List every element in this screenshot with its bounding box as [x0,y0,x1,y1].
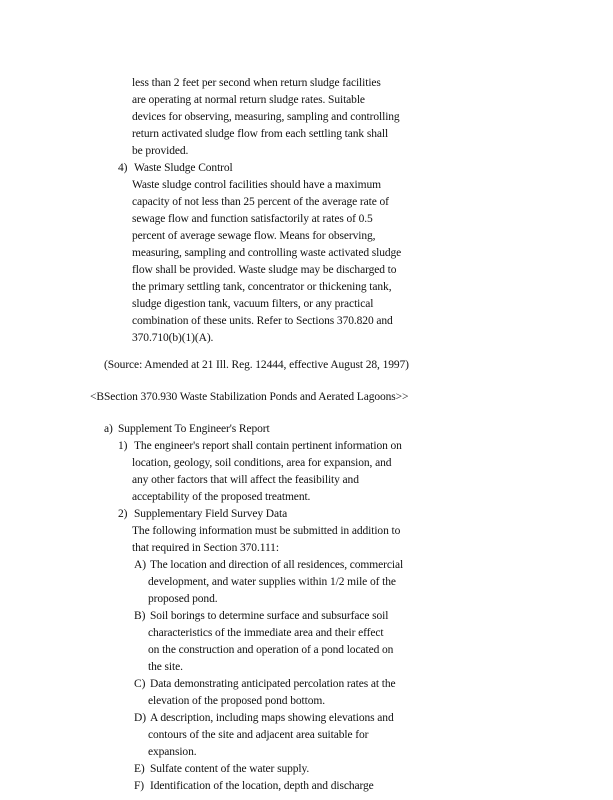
text-line: sludge digestion tank, vacuum filters, or any practical [132,298,374,310]
text-line: Identification of the location, depth and discharge [150,780,374,792]
sub-item-letter: A) [134,559,146,571]
text-line: measuring, sampling and controlling waste activated sludge [132,247,402,259]
text-line: A description, including maps showing elevations and [150,712,394,724]
text-line: 370.710(b)(1)(A). [132,332,214,344]
sub-item-letter: B) [134,610,146,622]
text-line: capacity of not less than 25 percent of the average rate of [132,196,389,208]
source-note: (Source: Amended at 21 Ill. Reg. 12444, effective August 28, 1997) [104,359,409,371]
text-line: less than 2 feet per second when return sludge facilities [132,77,381,89]
text-line: return activated sludge flow from each settling tank shall [132,128,389,140]
text-line: Waste sludge control facilities should have a maximum [132,179,381,191]
text-line: are operating at normal return sludge rates. Suitable [132,94,365,106]
text-line: devices for observing, measuring, sampling and controlling [132,111,400,123]
text-line: characteristics of the immediate area and their effect [148,627,384,639]
text-line: be provided. [132,145,189,157]
text-line: that required in Section 370.111: [132,542,279,554]
text-line: contours of the site and adjacent area suitable for [148,729,369,741]
sub-item-letter: E) [134,763,145,775]
sub-item-letter: F) [134,780,145,792]
list-item-number: 4) [118,162,128,174]
list-item-number: 1) [118,440,128,452]
text-line: flow shall be provided. Waste sludge may be discharged to [132,264,397,276]
list-item-title: Waste Sludge Control [134,162,233,174]
list-item-label: a) [104,423,113,435]
text-line: on the construction and operation of a pond located on [148,644,394,656]
text-line: any other factors that will affect the feasibility and [132,474,359,486]
text-line: The following information must be submitted in addition to [132,525,401,537]
text-line: the site. [148,661,183,673]
text-line: the primary settling tank, concentrator or thickening tank, [132,281,392,293]
text-line: proposed pond. [148,593,218,605]
text-line: combination of these units. Refer to Sections 370.820 and [132,315,393,327]
text-line: sewage flow and function satisfactorily at rates of 0.5 [132,213,373,225]
text-line: Sulfate content of the water supply. [150,763,310,775]
text-line: The location and direction of all residences, commercial [150,559,404,571]
text-line: The engineer's report shall contain pertinent information on [134,440,402,452]
text-line: Soil borings to determine surface and subsurface soil [150,610,389,622]
text-line: percent of average sewage flow. Means for observing, [132,230,376,242]
text-line: Data demonstrating anticipated percolation rates at the [150,678,396,690]
sub-item-letter: D) [134,712,146,724]
list-item-title: Supplementary Field Survey Data [134,508,288,520]
text-line: elevation of the proposed pond bottom. [148,695,325,707]
section-heading: <BSection 370.930 Waste Stabilization Ponds and Aerated Lagoons>> [90,391,409,403]
text-line: expansion. [148,746,197,758]
list-item-number: 2) [118,508,128,520]
text-line: acceptability of the proposed treatment. [132,491,311,503]
text-line: development, and water supplies within 1/2 mile of the [148,576,396,588]
text-line: location, geology, soil conditions, area for expansion, and [132,457,392,469]
sub-item-letter: C) [134,678,146,690]
list-item-title: Supplement To Engineer's Report [118,423,270,435]
